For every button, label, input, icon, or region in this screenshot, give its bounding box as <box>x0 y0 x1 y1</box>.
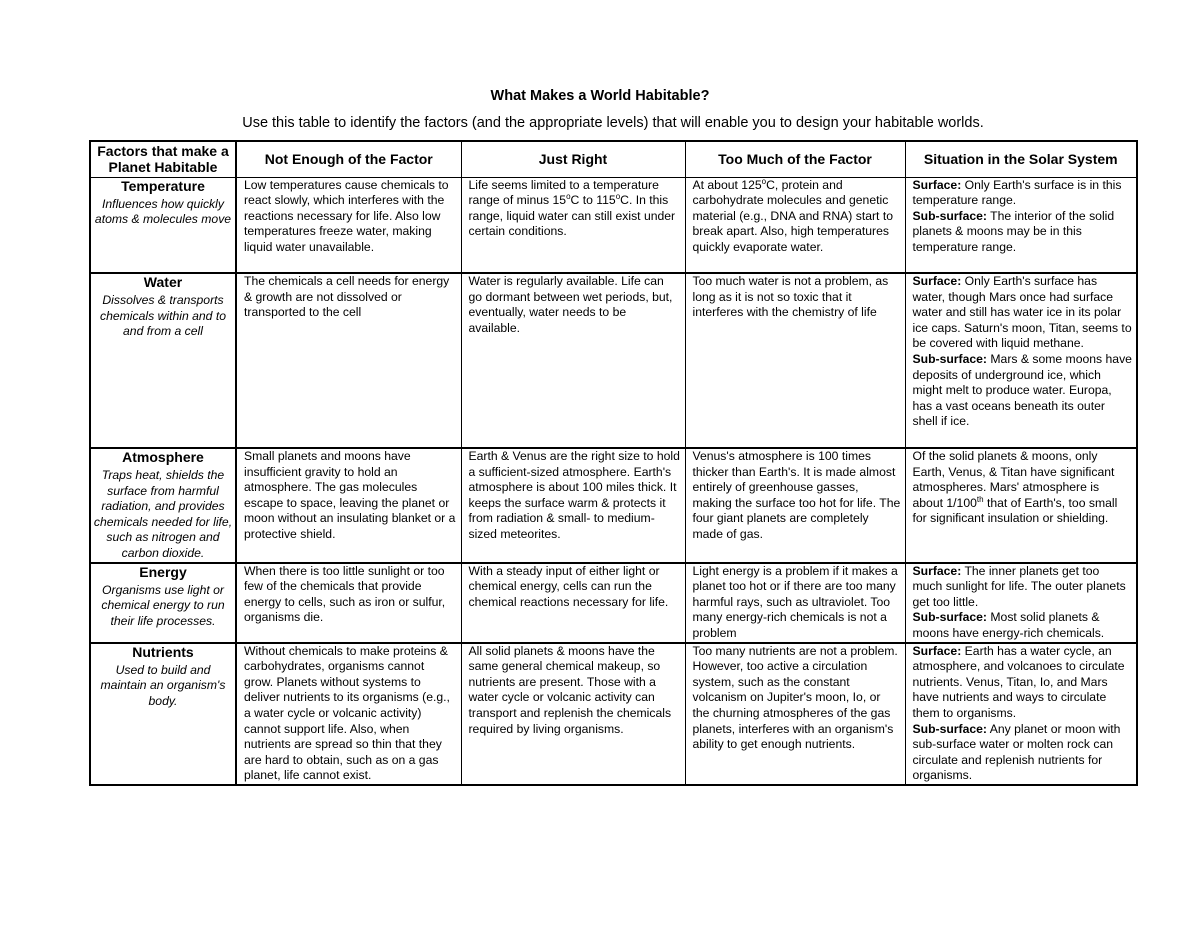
factor-desc-water: Dissolves & transports chemicals within and to and from a cell <box>100 293 226 339</box>
degree-superscript: o <box>615 192 621 202</box>
cell-water-not-enough: The chemicals a cell needs for energy & growth are not dissolved or transported to the cell <box>236 273 461 448</box>
subsurface-text: Mars & some moons have deposits of underground ice, which might melt to produce water. Europa, has a vast oceans beneath its outer shell if ice. <box>912 351 1132 429</box>
cell-energy-just-right: With a steady input of either light or chemical energy, cells can run the chemical reactions necessary for life. <box>461 563 685 643</box>
habitability-table <box>89 140 1138 786</box>
surface-label: Surface: <box>912 274 962 288</box>
degree-superscript: o <box>761 177 767 186</box>
cell-temperature-too-much <box>685 177 905 273</box>
surface-text: Only Earth's surface is in this temperature range. <box>912 177 1122 208</box>
subsurface-label: Sub-surface: <box>912 208 987 223</box>
text-fragment: that of Earth's, too small for significant insulation or shielding. <box>912 495 1118 526</box>
cell-water-just-right: Water is regularly available. Life can go dormant between wet periods, but, eventually, water needs to be available. <box>461 273 685 448</box>
header-too-much: Too Much of the Factor <box>685 141 905 177</box>
factor-cell-temperature <box>90 177 236 273</box>
subsurface-label: Sub-surface: <box>912 610 987 625</box>
text-fragment: Of the solid planets & moons, only Earth, Venus, & Titan have significant atmospheres. Mars' atmosphere is about 1/100 <box>912 449 1115 510</box>
degree-superscript: o <box>566 192 571 202</box>
factor-name-atmosphere: Atmosphere <box>122 449 204 465</box>
header-solar-system: Situation in the Solar System <box>905 141 1137 177</box>
cell-temperature-not-enough: Low temperatures cause chemicals to react slowly, which interferes with the reactions necessary for life. Also low temperatures freeze water, making liquid water unavailable. <box>236 177 461 273</box>
surface-text: The inner planets get too much sunlight for life. The outer planets get too little. <box>912 563 1126 609</box>
factor-desc-atmosphere: Traps heat, shields the surface from harmful radiation, and provides chemicals needed for life, such as nitrogen and carbon dioxide. <box>93 468 233 560</box>
surface-label: Surface: <box>912 643 962 658</box>
text-fragment: C to 115 <box>570 193 616 208</box>
cell-energy-solar-system <box>905 563 1137 643</box>
cell-water-solar-system <box>905 273 1137 448</box>
cell-energy-too-much: Light energy is a problem if it makes a planet too hot or if there are too many harmful rays, such as ultraviolet. Too many energy-rich chemicals is not a problem <box>685 563 905 643</box>
factor-cell-nutrients <box>90 643 236 785</box>
row-atmosphere <box>90 448 1137 563</box>
cell-atmosphere-not-enough: Small planets and moons have insufficient gravity to hold an atmosphere. The gas molecules escape to space, leaving the planet or moon without an insulating blanket or a protective shield. <box>236 448 461 563</box>
text-fragment: C, protein and carbohydrate molecules and genetic material (e.g., DNA and RNA) start to break apart. Also, high temperatures quickly evaporate water. <box>692 177 893 254</box>
row-energy <box>90 563 1137 643</box>
cell-nutrients-too-much: Too many nutrients are not a problem. However, too active a circulation system, such as the constant volcanism on Jupiter's moon, Io, or the churning atmospheres of the gas planets, interferes with an organism's ability to get enough nutrients. <box>685 643 905 785</box>
row-temperature <box>90 177 1137 273</box>
page-title: What Makes a World Habitable? <box>490 88 710 104</box>
factor-name-temperature: Temperature <box>121 177 205 194</box>
factor-cell-water <box>90 273 236 448</box>
cell-nutrients-solar-system <box>905 643 1137 785</box>
text-fragment: C. In this range, liquid water can still exist under certain conditions. <box>468 193 676 239</box>
factor-desc-temperature: Influences how quickly atoms & molecules move <box>94 196 232 227</box>
text-fragment: At about 125 <box>692 177 762 192</box>
factor-name-water: Water <box>143 274 183 290</box>
cell-atmosphere-solar-system <box>905 448 1137 563</box>
factor-cell-atmosphere <box>90 448 236 563</box>
subsurface-text: Most solid planets & moons have energy-rich chemicals. <box>912 610 1105 640</box>
cell-temperature-solar-system <box>905 177 1137 273</box>
factor-name-energy: Energy <box>139 563 187 580</box>
factor-cell-energy <box>90 563 236 643</box>
cell-atmosphere-too-much: Venus's atmosphere is 100 times thicker than Earth's. It is made almost entirely of greenhouse gasses, making the surface too hot for life. The four giant planets are completely made of gas. <box>685 448 905 563</box>
surface-text: Only Earth's surface has water, though Mars once had surface water and still has water ice in its polar ice caps. Saturn's moon, Titan, seems to be covered with liquid methane. <box>912 274 1132 351</box>
header-factors: Factors that make a Planet Habitable <box>90 141 236 177</box>
header-just-right: Just Right <box>461 141 685 177</box>
subsurface-text: The interior of the solid planets & moons may be in this temperature range. <box>912 208 1115 254</box>
cell-temperature-just-right <box>461 177 685 273</box>
subsurface-text: Any planet or moon with sub-surface water or molten rock can circulate and replenish nutrients for organisms. <box>912 721 1121 783</box>
cell-nutrients-just-right: All solid planets & moons have the same general chemical makeup, so nutrients are present. Those with a water cycle or volcanic activity can transport and replenish the chemicals required by living organisms. <box>461 643 685 785</box>
factor-desc-energy: Organisms use light or chemical energy to run their life processes. <box>101 582 225 628</box>
row-water <box>90 273 1137 448</box>
surface-label: Surface: <box>912 177 962 192</box>
text-fragment: Life seems limited to a temperature range of minus 15 <box>468 177 659 208</box>
row-nutrients <box>90 643 1137 785</box>
cell-water-too-much: Too much water is not a problem, as long as it is not so toxic that it interferes with the chemistry of life <box>685 273 905 448</box>
table-header-row <box>90 141 1137 177</box>
cell-atmosphere-just-right: Earth & Venus are the right size to hold a sufficient-sized atmosphere. Earth's atmosphere is about 100 miles thick. It keeps the surface warm & protects it from radiation & small- to medium-sized meteorites. <box>461 448 685 563</box>
factor-name-nutrients: Nutrients <box>132 643 194 660</box>
factor-desc-nutrients: Used to build and maintain an organism's body. <box>100 662 226 708</box>
header-not-enough: Not Enough of the Factor <box>236 141 461 177</box>
surface-label: Surface: <box>912 563 962 578</box>
surface-text: Earth has a water cycle, an atmosphere, and volcanoes to circulate nutrients. Venus, Titan, Io, and Mars have nutrients and ways to circulate them to organisms. <box>912 643 1125 720</box>
page-subtitle: Use this table to identify the factors (and the appropriate levels) that will enable you to design your habitable worlds. <box>242 115 984 131</box>
cell-energy-not-enough: When there is too little sunlight or too few of the chemicals that provide energy to cells, such as iron or sulfur, organisms die. <box>236 563 461 643</box>
ordinal-superscript: th <box>976 494 984 504</box>
subsurface-label: Sub-surface: <box>912 351 987 366</box>
cell-nutrients-not-enough: Without chemicals to make proteins & carbohydrates, organisms cannot grow. Planets without systems to deliver nutrients to its organisms (e.g., a water cycle or volcanic activity) cannot support life. Also, when nutrients are spread so thin that they are hard to obtain, such as on a gas planet, life cannot exist. <box>236 643 461 785</box>
subsurface-label: Sub-surface: <box>912 721 987 736</box>
